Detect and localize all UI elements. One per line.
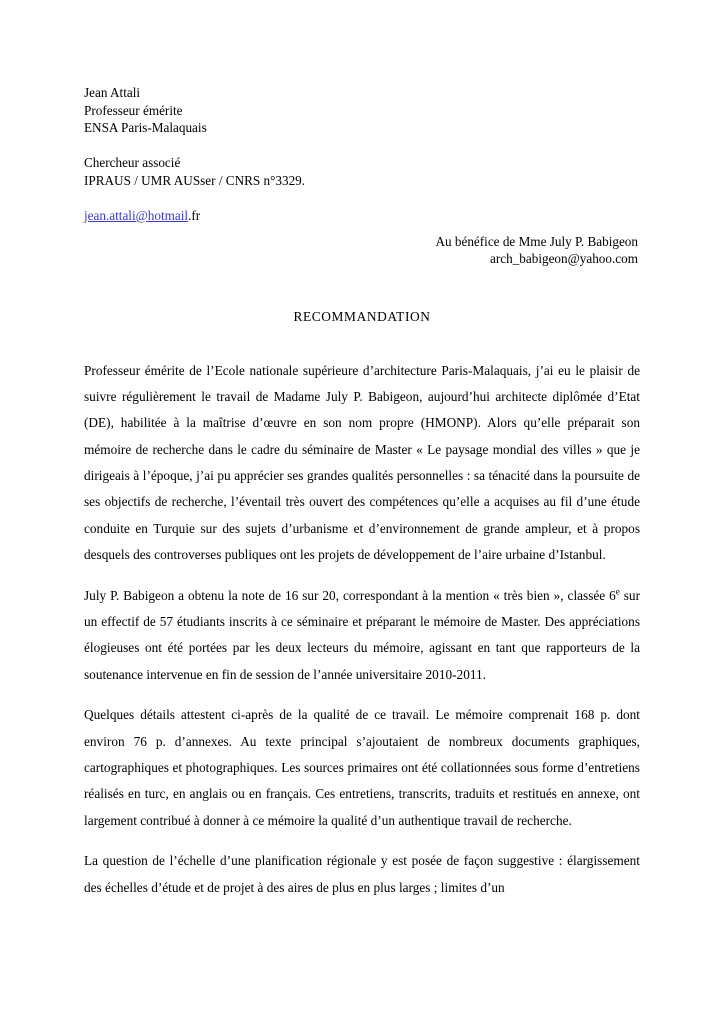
- sender-affiliation: IPRAUS / UMR AUSser / CNRS n°3329.: [84, 172, 306, 188]
- paragraph-2: [84, 583, 640, 688]
- sender-name: Jean Attali: [84, 85, 141, 100]
- sender-institution: ENSA Paris-Malaquais: [84, 120, 207, 136]
- letterhead: [84, 84, 640, 189]
- ordinal-number: 6: [609, 587, 616, 603]
- paragraph-3: Quelques détails attestent ci-après de la qualité de ce travail. Le mémoire comprenait 168 p. dont environ 76 p. d’annexes. Au texte principal s’ajoutaient de nombreux documents graphiques, cartographiques et photographiques. Les sources primaires ont été collationnées sous forme d’entretiens réalisés en turc, en anglais ou en français. Ces entretiens, transcrits, traduits et restitués en annexe, ont largement contribué à donner à ce mémoire la qualité d’un authentique travail de recherche.: [84, 707, 640, 828]
- paragraph-2-part1: July P. Babigeon a obtenu la note de 16 sur 20, correspondant à la mention « très bien », classée: [84, 587, 610, 603]
- sender-email-link[interactable]: jean.attali@hotmail: [84, 207, 189, 223]
- letter-body: [84, 358, 640, 901]
- recipient-block: [84, 233, 640, 268]
- paragraph-1: Professeur émérite de l’Ecole nationale supérieure d’architecture Paris-Malaquais, j’ai eu le plaisir de suivre régulièrement le travail de Madame July P. Babigeon, aujourd’hui architecte diplômée d’Etat (DE), habilitée à la maîtrise d’œuvre en son nom propre (HMONP). Alors qu’elle préparait son mémoire de recherche dans le cadre du séminaire de Master « Le paysage mondial des villes » que je dirigeais à l’époque, j’ai pu apprécier ses grandes qualités personnelles : sa ténacité dans la poursuite de ses objectifs de recherche, l’éventail très ouvert des compétences qu’elle a acquises au fil d’une étude conduite en Turquie sur des sujets d’urbanisme et d’environnement de grande ampleur, et à propos desquels des controverses publiques ont les projets de développement de l’aire urbaine d’Istanbul.: [84, 362, 640, 562]
- sender-email[interactable]: [84, 207, 640, 225]
- sender-role: Chercheur associé: [84, 155, 181, 171]
- sender-email-domain-tail: .fr: [188, 207, 201, 223]
- recipient-email: arch_babigeon@yahoo.com: [490, 251, 638, 267]
- letterhead-spacer: [84, 137, 640, 155]
- recipient-line: Au bénéfice de Mme July P. Babigeon: [435, 233, 638, 249]
- paragraph-2-part2: sur un effectif de 57 étudiants inscrits à ce séminaire et préparant le mémoire de Master. Des appréciations élogieuses ont été portées par les deux lecteurs du mémoire, agissant en tant que rapporteurs de la soutenance intervenue en fin de session de l’année universitaire 2010-2011.: [84, 587, 640, 682]
- sender-title: Professeur émérite: [84, 102, 183, 118]
- ordinal-suffix: e: [615, 586, 620, 597]
- page-title: RECOMMANDATION: [293, 308, 431, 324]
- paragraph-4: La question de l’échelle d’une planification régionale y est posée de façon suggestive : élargissement des échelles d’étude et de projet à des aires de plus en plus larges ; limites d’un: [84, 853, 640, 895]
